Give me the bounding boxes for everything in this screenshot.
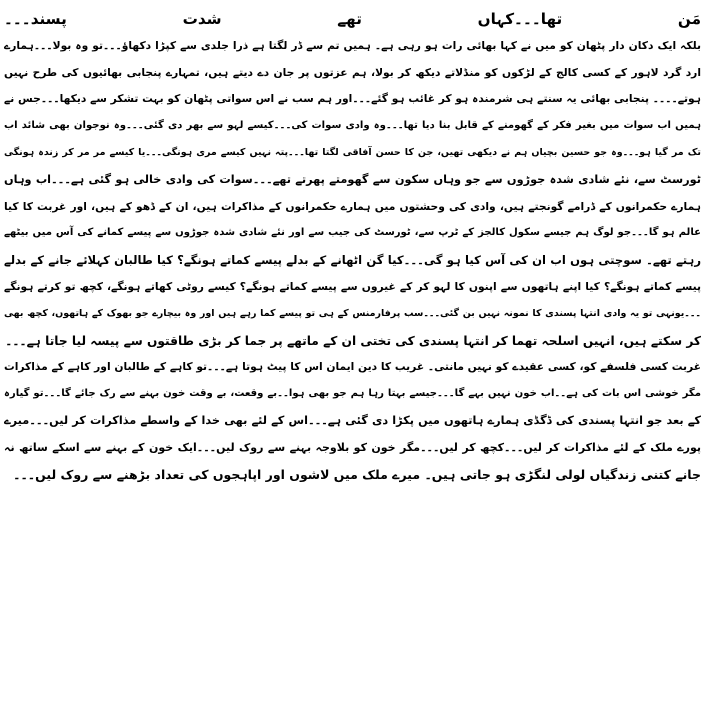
text-line: بلکہ ایک دکان دار پٹھان کو میں نے کہا بھائی رات ہو رہی ہے۔ ہمیں تم سے ڈر لگتا ہے ذرا جلدی سے کپڑا دکھاؤ۔۔۔تو وہ بولا۔۔۔ہمارے: [4, 38, 701, 52]
text-line: مَن تھا۔۔۔کہاں تھے شدت پسند۔۔۔: [4, 10, 701, 28]
text-line: ہمارے حکمرانوں کے ڈرامے گونجتے ہیں، وادی کی وحشتوں میں ہمارے حکمرانوں کے مذاکرات ہیں، ان کے ڈھو کے ہیں، اور غربت کا کیا: [4, 199, 701, 213]
text-line: تک مر گیا ہو۔۔۔وہ جو حسین بچیاں ہم نے دیکھی تھیں، جن کا حسن آفاقی لگتا تھا۔۔۔پتہ نہیں کیسے مری ہونگی۔۔۔یا کیسے مر مر کر زندہ ہونگی: [4, 146, 701, 158]
text-line: ارد گرد لاہور کے کسی کالج کے لڑکوں کو منڈلاتے دیکھ کر بولا، ہم عزتوں پر جان دے دیتے ہیں، تمہارے پنجابی بھائیوں کی طرح نہیں: [4, 65, 701, 79]
text-line: ہوتے۔۔۔۔ پنجابی بھائی یہ سنتے ہی شرمندہ ہو کر غائب ہو گئے۔۔۔اور ہم سب نے اس سواتی پٹھان کو بہت تشکر سے دیکھا۔۔۔جس نے: [4, 92, 701, 106]
text-line: غربت کسی فلسفے کو، کسی عقیدے کو نہیں مانتی۔ غریب کا دین ایمان اس کا پیٹ ہوتا ہے۔۔۔تو کاہے کے طالبان اور کاہے کے مذاکرات: [4, 360, 701, 374]
text-line: ہمیں اب سوات میں بغیر فکر کے گھومنے کے قابل بنا دیا تھا۔۔۔وہ وادی سوات کی۔۔۔کیسے لہو سے بھر دی گئی۔۔۔وہ نوجوان بھی شائد اب: [4, 120, 701, 132]
text-line: عالم ہو گا۔۔۔جو لوگ ہم جیسے سکول کالجز کے ٹرپ سے، ٹورسٹ کی جیب سے اور نئے شادی شدہ جوڑوں سے پیسے کمانے کی آس میں بیٹھے: [4, 227, 701, 239]
text-line: رہتے تھے۔ سوچتی ہوں اب ان کی آس کیا ہو گی۔۔۔کیا گن اٹھانے کے بدلے پیسے کماتے ہونگے؟ کیا طالبان کہلائے جانے کے بدلے: [4, 253, 701, 268]
text-line: ۔۔۔یونہی تو یہ وادی انتہا پسندی کا نمونہ نہیں بن گئی۔۔۔سب پرفارمنس کے ہی تو پیسے کما رہے ہیں اور وہ بیچارے جو بھوک کے ہاتھوں، کچھ بھی: [4, 307, 701, 319]
text-line: پورے ملک کے لئے مذاکرات کر لیں۔۔۔کچھ کر لیں۔۔۔مگر خون کو بلاوجہ بہنے سے روک لیں۔۔۔ایک خون کے بہنے سے اسکے ساتھ نہ: [4, 440, 701, 454]
text-line: پیسے کماتے ہونگے؟ کیا اپنے ہاتھوں سے اپنوں کا لہو کر کے غیروں سے پیسے کماتے ہونگے؟ کیسے روٹی کھاتے ہونگے، کچھ تو کرتے ہونگے: [4, 279, 701, 293]
text-line: جانے کتنی زندگیاں لولی لنگڑی ہو جاتی ہیں۔ میرے ملک میں لاشوں اور اپاہجوں کی تعداد بڑھنے سے روک لیں۔۔۔: [13, 466, 701, 482]
text-line: کے بعد جو انتہا پسندی کی ڈگڈی ہمارے ہاتھوں میں پکڑا دی گئی ہے۔۔۔اس کے لئے بھی خدا کے واسطے مذاکرات کر لیں۔۔۔میرے: [4, 413, 701, 427]
text-line: مگر خوشی اس بات کی ہے۔۔اب خون نہیں بہے گا۔۔۔جیسے بہتا رہا ہم جو بھی ہوا۔۔بے وقعت، بے وقت خون بہنے سے رک جائے گا۔۔۔تو گیارہ: [4, 388, 701, 400]
text-line: ٹورسٹ سے، نئے شادی شدہ جوڑوں سے جو وہاں سکون سے گھومتے پھرتے تھے۔۔۔سوات کی وادی خالی ہو گئی ہے۔۔۔اب وہاں: [4, 172, 701, 186]
text-line: کر سکتے ہیں، انہیں اسلحہ تھما کر انتہا پسندی کی تختی ان کے ماتھے پر جما کر بڑی طاقتوں سے پیسہ لیا جاتا ہے۔۔۔: [5, 333, 701, 348]
